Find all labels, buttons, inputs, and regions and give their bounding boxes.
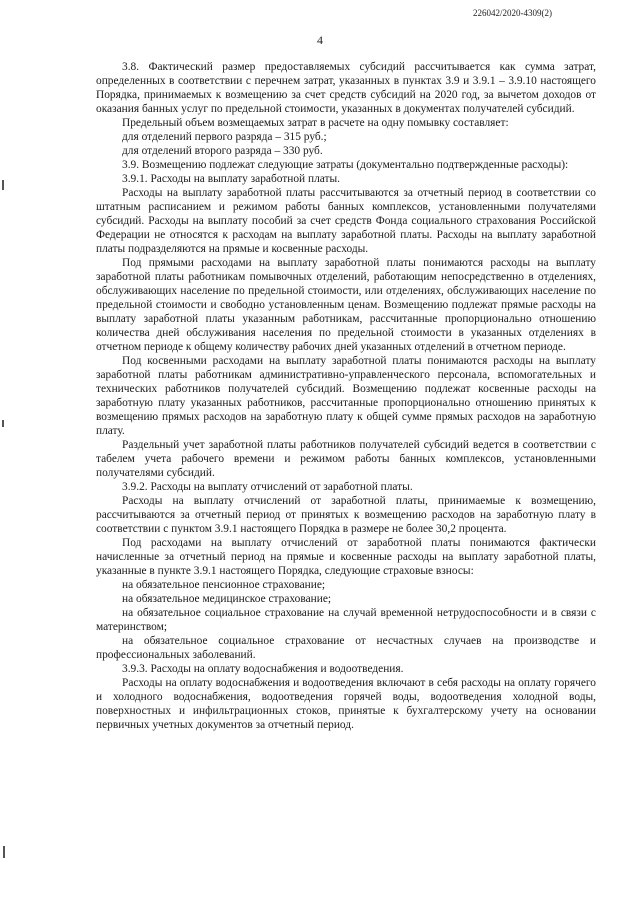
- paragraph-limit-intro: Предельный объем возмещаемых затрат в расчете на одну помывку составляет:: [122, 117, 509, 129]
- paragraph-water-costs: Расходы на оплату водоснабжения и водоотведения включают в себя расходы на оплату горячего и холодного водоснабжения, водоотведения горячей воды, водоотведения холодной воды, поверхностных и инфильтрационных стоков, принятые к бухгалтерскому учету на основании первичных учетных документов за отчетный период.: [96, 677, 596, 731]
- list-item-pension-insurance: на обязательное пенсионное страхование;: [122, 579, 326, 591]
- paragraph-deductions-definition: Под расходами на выплату отчислений от заработной платы понимаются фактически начисленные за отчетный период на прямые и косвенные расходы на выплату заработной платы, указанные в пункте 3.9.1 настоящего Порядка, следующие страховые взносы:: [96, 537, 596, 577]
- section-heading-3-9-1: 3.9.1. Расходы на выплату заработной платы.: [122, 173, 341, 185]
- scan-edge-mark: [2, 180, 4, 190]
- paragraph-separate-accounting: Раздельный учет заработной платы работников получателей субсидий ведется в соответствии с табелем учета рабочего времени и режимом работы банных комплексов, установленными получателями субсидий.: [96, 439, 596, 479]
- list-item-social-insurance-disability: на обязательное социальное страхование на случай временной нетрудоспособности и в связи с материнством;: [96, 607, 596, 633]
- section-heading-3-9-2: 3.9.2. Расходы на выплату отчислений от заработной платы.: [122, 481, 413, 493]
- paragraph-direct-costs: Под прямыми расходами на выплату заработной платы понимаются расходы на выплату заработной платы работникам помывочных отделений, работающим непосредственно в отделениях, обслуживающих население по предельной стоимости, или отделениях, обслуживающих население по предельной стоимости и свободно установленным ценам. Возмещению подлежат прямые расходы на выплату заработной платы указанным работникам, рассчитанные пропорционально отношению количества дней обслуживания населения по предельной стоимости в указанных отделениях в отчетном периоде к общему количеству рабочих дней указанных отделений в отчетном периоде.: [96, 257, 596, 353]
- list-item-social-insurance-accidents: на обязательное социальное страхование от несчастных случаев на производстве и профессиональных заболеваний.: [96, 635, 596, 661]
- list-item-medical-insurance: на обязательное медицинское страхование;: [122, 593, 332, 605]
- section-heading-3-9-3: 3.9.3. Расходы на оплату водоснабжения и водоотведения.: [122, 663, 404, 675]
- paragraph-3-8: 3.8. Фактический размер предоставляемых субсидий рассчитывается как сумма затрат, определенных в соответствии с перечнем затрат, указанных в пунктах 3.9 и 3.9.1 – 3.9.10 настоящего Порядка, принимаемых к возмещению за счет средств субсидий на 2020 год, за вычетом доходов от оказания банных услуг по предельной стоимости, указанных в документах получателей субсидий.: [96, 61, 596, 115]
- paragraph-deductions-calculation: Расходы на выплату отчислений от заработной платы, принимаемые к возмещению, рассчитываются за отчетный период от принятых к возмещению расходов на заработную плату в соответствии с пунктом 3.9.1 настоящего Порядка в размере не более 30,2 процента.: [96, 495, 596, 535]
- page-number: 4: [317, 33, 323, 47]
- scan-edge-mark: [3, 846, 5, 858]
- document-registration-number: 226042/2020-4309(2): [473, 8, 552, 18]
- document-body: [96, 60, 596, 732]
- paragraph-second-rank: для отделений второго разряда – 330 руб.: [122, 145, 323, 157]
- scan-edge-mark: [2, 420, 4, 427]
- paragraph-first-rank: для отделений первого разряда – 315 руб.;: [122, 131, 327, 143]
- paragraph-salary-calculation: Расходы на выплату заработной платы рассчитываются за отчетный период в соответствии со штатным расписанием и режимом работы банных комплексов, установленными получателями субсидий. Расходы на выплату пособий за счет средств Фонда социального страхования Российской Федерации не относятся к расходам на выплату заработной платы. Расходы на выплату заработной платы подразделяются на прямые и косвенные расходы.: [96, 187, 596, 255]
- paragraph-indirect-costs: Под косвенными расходами на выплату заработной платы понимаются расходы на выплату заработной платы работникам административно-управленческого персонала, вспомогательных и технических работников получателей субсидий. Возмещению подлежат косвенные расходы на заработную плату указанных работников, рассчитанные пропорционально отношению принятых к возмещению прямых расходов на заработную плату к общей сумме прямых расходов на заработную плату.: [96, 355, 596, 437]
- paragraph-3-9: 3.9. Возмещению подлежат следующие затраты (документально подтвержденные расходы):: [122, 159, 569, 171]
